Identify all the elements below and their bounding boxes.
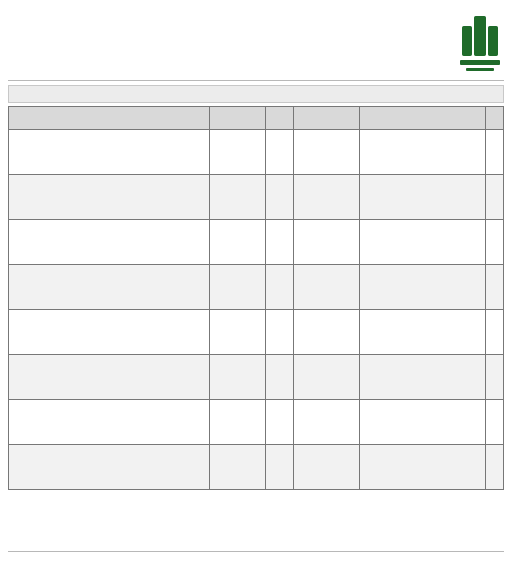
cell-requirements — [9, 175, 210, 220]
cell-description — [360, 310, 486, 355]
table-row — [9, 220, 504, 265]
cell-row — [486, 355, 504, 400]
cell-budget — [294, 130, 360, 175]
cell-description — [360, 175, 486, 220]
cell-budget — [294, 445, 360, 490]
tender-table — [8, 106, 504, 490]
cell-requirements — [9, 130, 210, 175]
cell-budget — [294, 355, 360, 400]
table-row — [9, 175, 504, 220]
cell-duration — [266, 265, 294, 310]
cell-deposit — [210, 175, 266, 220]
cell-requirements — [9, 445, 210, 490]
cell-row — [486, 265, 504, 310]
cell-deposit — [210, 265, 266, 310]
col-header-budget — [294, 107, 360, 130]
cell-budget — [294, 175, 360, 220]
cell-deposit — [210, 400, 266, 445]
cell-duration — [266, 130, 294, 175]
cell-deposit — [210, 130, 266, 175]
table-row — [9, 445, 504, 490]
cell-budget — [294, 400, 360, 445]
cell-deposit — [210, 445, 266, 490]
cell-requirements — [9, 310, 210, 355]
cell-duration — [266, 445, 294, 490]
cell-duration — [266, 310, 294, 355]
col-header-description — [360, 107, 486, 130]
cell-row — [486, 220, 504, 265]
table-row — [9, 130, 504, 175]
col-header-deposit — [210, 107, 266, 130]
tender-table-header — [9, 107, 504, 130]
notice-header — [8, 6, 504, 81]
cell-duration — [266, 175, 294, 220]
cell-row — [486, 175, 504, 220]
col-header-duration — [266, 107, 294, 130]
cell-duration — [266, 220, 294, 265]
table-row — [9, 355, 504, 400]
cell-requirements — [9, 220, 210, 265]
table-row — [9, 310, 504, 355]
cell-description — [360, 400, 486, 445]
cell-requirements — [9, 265, 210, 310]
table-row — [9, 400, 504, 445]
cell-duration — [266, 400, 294, 445]
cell-row — [486, 445, 504, 490]
notice-title — [68, 8, 444, 30]
cell-duration — [266, 355, 294, 400]
cell-budget — [294, 220, 360, 265]
municipality-logo — [456, 12, 504, 74]
cell-deposit — [210, 220, 266, 265]
cell-description — [360, 445, 486, 490]
tender-number-band — [8, 85, 504, 103]
footer-signature — [8, 551, 504, 570]
cell-requirements — [9, 400, 210, 445]
cell-deposit — [210, 355, 266, 400]
col-header-row — [486, 107, 504, 130]
cell-description — [360, 130, 486, 175]
cell-description — [360, 220, 486, 265]
cell-budget — [294, 310, 360, 355]
table-row — [9, 265, 504, 310]
cell-row — [486, 310, 504, 355]
cell-deposit — [210, 310, 266, 355]
cell-row — [486, 130, 504, 175]
cell-budget — [294, 265, 360, 310]
cell-description — [360, 265, 486, 310]
cell-description — [360, 355, 486, 400]
col-header-requirements — [9, 107, 210, 130]
cell-requirements — [9, 355, 210, 400]
cell-row — [486, 400, 504, 445]
